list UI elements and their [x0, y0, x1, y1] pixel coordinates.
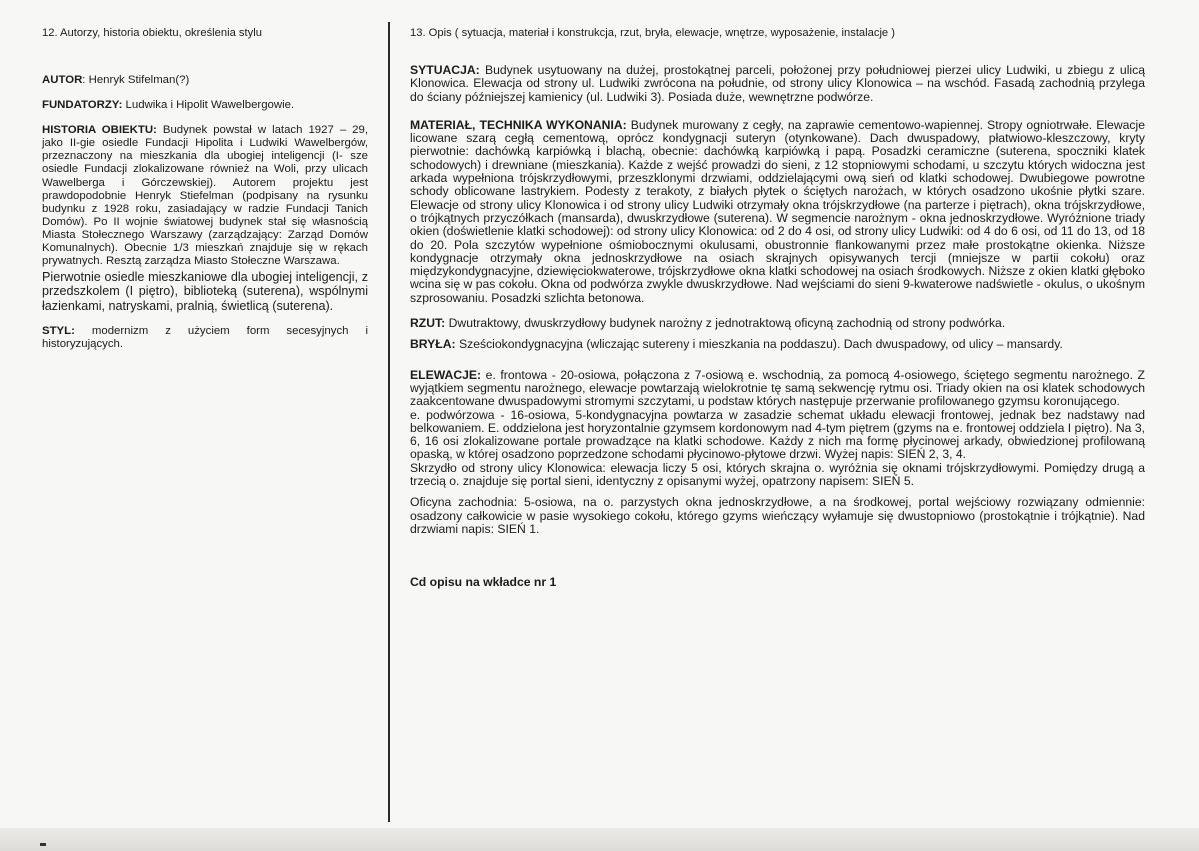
- right-column-header: 13. Opis ( sytuacja, materiał i konstrukcja, rzut, bryła, elewacje, wnętrze, wyposażenie, instalacje ): [410, 27, 895, 39]
- column-divider: [388, 22, 390, 822]
- elewacje-label: ELEWACJE:: [410, 367, 482, 382]
- sytuacja-label: SYTUACJA:: [410, 63, 480, 77]
- scan-bottom-edge: [0, 828, 1199, 851]
- material-value: Budynek murowany z cegły, na zaprawie cementowo-wapiennej. Stropy ogniotrwałe. Elewacje licowane szarą cegłą cementową, oprócz kondygnacji suteryn (otynkowane). Dach dwuspadowy, płatwiowo-kleszczowy, kryty pierwotnie: dachówką karpiówką i blachą, obecnie: dachówką karpiówką i papą. Posadzki ceramiczne (suterena, spoczniki klatek schodowych) i drewniane (mieszkania). Każde z wejść prowadzi do sieni, z 12 stopniowymi schodami, u szczytu których widoczna jest arkada wypełniona trójskrzydłowymi, przeszklonymi drzwiami, oddzielającymi ową sień od klatki schodowej. Dwubiegowe powrotne schody oblicowane lastrykiem. Podesty z terakoty, z białych płytek o ściętych narożach, w których osadzono ukośnie płytki szare. Elewacje od strony ulicy Klonowica i od strony ulicy Ludwiki otrzymały okna trójskrzydłowe (na parterze i piętrach), okna trójskrzydłowe, o trójkątnych przyczółkach (mansarda), dwuskrzydłowe (suterena). W segmencie narożnym - okna jednoskrzydłowe. Wyróżnione triady okien (doświetlenie klatki schodowej): od strony ulicy Klonowica: od 2 do 4 osi, od strony ulicy Ludwiki: od 4 do 6 osi, od 11 do 13, od 18 do 20. Pola szczytów wypełnione ośmiobocznymi okulusami, obustronnie flankowanymi przez małe prostokątne okienka. Niższe kondygnacje otrzymały okna jednoskrzydłowe na osiach skrajnych opisywanych tercji (mniejsze w partii cokołu) oraz międzykondygnacyjne, dziewięciokwaterowe, trójskrzydłowe okna klatki schodowej na osiach środkowych. Niższe z okien klatki głęboko wcina się w pas cokołu. Okna od podwórza zwykle dwuskrzydłowe. Nad wejściami do sieni 9-kwaterowe nadświetle - okulus, o ukośnym szprosowaniu. Posadzki szlichta betonowa.: [410, 117, 1145, 305]
- historia-entry: [42, 124, 368, 268]
- styl-value: modernizm z użyciem form secesyjnych i historyzujących.: [42, 324, 368, 350]
- left-column-header: 12. Autorzy, historia obiektu, określenia stylu: [42, 27, 262, 39]
- autor-value: : Henryk Stifelman(?): [82, 74, 190, 86]
- historia-extra: Pierwotnie osiedle mieszkaniowe dla ubogiej inteligencji, z przedszkolem (I piętro), biblioteką (suterena), wspólnymi łazienkami, natryskami, pralnią, świetlicą (suterena).: [42, 270, 368, 313]
- styl-entry: [42, 325, 368, 351]
- elewacje-entry: [410, 369, 1145, 409]
- scan-mark: [40, 843, 46, 846]
- elewacje-value: e. frontowa - 20-osiowa, połączona z 7-osiową e. wschodnią, za pomocą 4-osiowego, ściętego segmentu narożnego. Z wyjątkiem segmentu narożnego, elewacje powtarzają wielokrotnie tę samą sekwencję rytmu osi. Triady okien na osi klatek schodowych zaakcentowane dwuspadowymi stromymi szczytami, u podstaw których następuje przerwanie profilowanego gzymsu koronującego.: [410, 367, 1145, 409]
- sytuacja-entry: [410, 64, 1145, 104]
- elewacje-skrzydlo: Skrzydło od strony ulicy Klonowica: elewacja liczy 5 osi, których skrajna o. wyróżnia się oknami trójskrzydłowymi. Pomiędzy drugą a trzecią o. znajduje się portal sieni, identyczny z opisanymi wyżej, opatrzony napisem: SIEŃ 5.: [410, 460, 1145, 489]
- bryla-label: BRYŁA:: [410, 337, 456, 352]
- right-column: [410, 26, 1145, 589]
- left-column: [42, 26, 368, 351]
- autor-entry: [42, 74, 368, 87]
- fundatorzy-value: Ludwika i Hipolit Wawelbergowie.: [122, 99, 295, 112]
- oficyna-entry: Oficyna zachodnia: 5-osiowa, na o. parzystych okna jednoskrzydłowe, a na środkowej, portal wejściowy rozwiązany odmiennie: osadzony całkowicie w pasie wysokiego cokołu, którego gzyms wieńczący wyłamuje się dwustopniowo (prostokątnie i trójkątnie). Nad drzwiami napis: SIEŃ 1.: [410, 495, 1145, 536]
- autor-label: AUTOR: [42, 74, 83, 86]
- fundatorzy-label: FUNDATORZY:: [42, 99, 123, 112]
- continuation-note: Cd opisu na wkładce nr 1: [410, 575, 557, 590]
- fundatorzy-entry: [42, 99, 368, 112]
- material-label: MATERIAŁ, TECHNIKA WYKONANIA:: [410, 117, 627, 132]
- elewacje-podworzowa: e. podwórzowa - 16-osiowa, 5-kondygnacyjna powtarza w zasadzie schemat układu elewacji frontowej, jednak bez nadstawy nad belkowaniem. E. oddzielona jest horyzontalnie gzymsem kordonowym nad 4-tym piętrem (gzyms na e. frontowej oddziela I piętro). Na 3, 6, 16 osi zlokalizowane portale prowadzące na klatki schodowe. Każdy z nich ma formę płycinowej arkady, obwiedzionej profilowaną opaską, w której osadzono poprzedzone schodami płycinowo-płytowe drzwi. Wyżej napis: SIEŃ 2, 3, 4.: [410, 407, 1145, 462]
- bryla-value: Sześciokondygnacyjna (wliczając sutereny i mieszkania na poddaszu). Dach dwuspadowy, od ulicy – mansardy.: [455, 337, 1063, 352]
- historia-label: HISTORIA OBIEKTU:: [42, 124, 157, 137]
- sytuacja-value: Budynek usytuowany na dużej, prostokątnej parceli, położonej przy południowej pierzei ulicy Ludwiki, u zbiegu z ulicą Klonowica. Elewacja od strony ul. Ludwiki zwrócona na południe, od strony ulicy Klonowica – na wschód. Fasadą zachodnią przylega do ściany późniejszej kamienicy (ul. Ludwiki 3). Posiada duże, wewnętrzne podwórze.: [410, 63, 1145, 104]
- bryla-entry: [410, 338, 1145, 351]
- rzut-entry: [410, 317, 1145, 330]
- rzut-label: RZUT:: [410, 316, 446, 331]
- rzut-value: Dwutraktowy, dwuskrzydłowy budynek narożny z jednotraktową oficyną zachodnią od strony podwórka.: [445, 316, 1006, 331]
- styl-label: STYL:: [42, 324, 75, 337]
- material-entry: [410, 119, 1145, 305]
- historia-value: Budynek powstał w latach 1927 – 29, jako II-gie osiedle Fundacji Hipolita i Ludwiki Wawelbergów, przeznaczony na mieszkania dla ubogiej inteligencji (I- sze osiedle Fundacji zlokalizowane również na Woli, przy ulicach Wawelberga i Górczewskiej). Autorem projektu jest prawdopodobnie Henryk Stiefelman (podpisany na rysunku budynku z 1928 roku, zasiadający w radzie Fundacji Tanich Domów). Po II wojnie światowej budynek stał się własnością Miasta Stołecznego Warszawy (zarządzający: Zarząd Domów Komunalnych). Obecnie 1/3 mieszkań znajduje się w rękach prywatnych. Resztą zarządza Miasto Stołeczne Warszawa.: [42, 124, 368, 268]
